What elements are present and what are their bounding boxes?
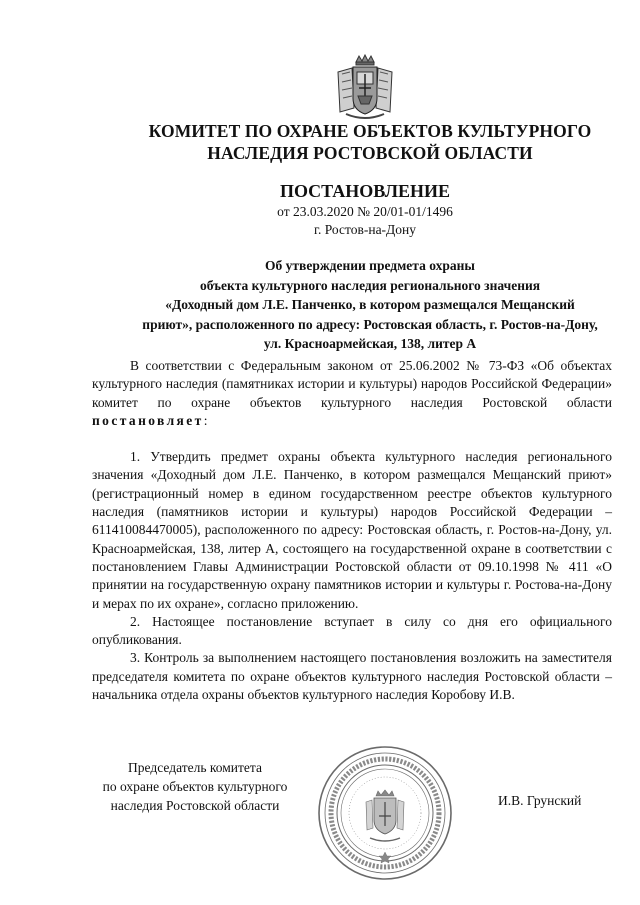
subject-line-1: Об утверждении предмета охраны: [265, 258, 475, 273]
document-meta: [225, 203, 505, 239]
signatory-title: [70, 758, 320, 815]
document-number: от 23.03.2020 № 20/01-01/1496: [277, 204, 453, 219]
subject-line-2: объекта культурного наследия регионального значения: [199, 277, 541, 293]
signatory-title-line-3: наследия Ростовской области: [110, 798, 280, 813]
clause-3: 3. Контроль за выполнением настоящего постановления возложить на заместителя председателя комитета по охране объектов культурного наследия Ростовской области – начальника отдела охраны объектов культурного наследия Коробову И.В.: [92, 650, 612, 703]
org-name-line-2: НАСЛЕДИЯ РОСТОВСКОЙ ОБЛАСТИ: [207, 143, 533, 163]
clause-2: 2. Настоящее постановление вступает в силу со дня его официального опубликования.: [92, 613, 612, 648]
preamble-end: :: [203, 412, 208, 428]
document-type: ПОСТАНОВЛЕНИЕ: [279, 181, 451, 201]
preamble-paragraph: [92, 357, 612, 430]
rostov-coat-of-arms-icon: [332, 52, 398, 122]
document-city: г. Ростов-на-Дону: [313, 222, 416, 237]
subject-line-4: приют», расположенного по адресу: Ростовская область, г. Ростов-на-Дону,: [142, 316, 598, 332]
signatory-title-line-2: по охране объектов культурного: [102, 779, 288, 794]
document-subject: [110, 256, 630, 354]
clause-1: 1. Утвердить предмет охраны объекта культурного наследия регионального значения «Доходный дом Л.Е. Панченко, в котором размещался Мещанский приют» (регистрационный номер в едином государственном реестре объектов культурного наследия (памятников истории и культуры) народов Российской Федерации – 611410084470005), расположенного по адресу: Ростовская область, г. Ростов-на-Дону, ул. Красноармейская, 138, литер А, состоящего на государственной охране в соответствии с постановлением Главы Администрации Ростовской области от 09.10.1998 № 411 «О принятии на государственную охрану памятников истории и культуры г. Ростова-на-Дону и мерах по их охране», согласно приложению.: [92, 449, 612, 611]
preamble-text: В соответствии с Федеральным законом от 25.06.2002 № 73-ФЗ «Об объектах культурного наследия (памятниках истории и культуры) народов Российской Федерации» комитет по охране объектов культурного наследия Ростовской области: [92, 358, 612, 410]
official-seal-icon: [316, 744, 454, 882]
org-name-line-1: КОМИТЕТ ПО ОХРАНЕ ОБЪЕКТОВ КУЛЬТУРНОГО: [148, 121, 592, 141]
subject-line-3: «Доходный дом Л.Е. Панченко, в котором размещался Мещанский: [165, 297, 575, 312]
signatory-title-line-1: Председатель комитета: [128, 760, 262, 775]
preamble-keyword: постановляет: [92, 412, 204, 428]
document-body: [92, 357, 612, 704]
signatory-name: И.В. Грунский: [498, 793, 582, 808]
organization-name: [110, 120, 630, 164]
subject-line-5: ул. Красноармейская, 138, литер А: [263, 336, 477, 351]
